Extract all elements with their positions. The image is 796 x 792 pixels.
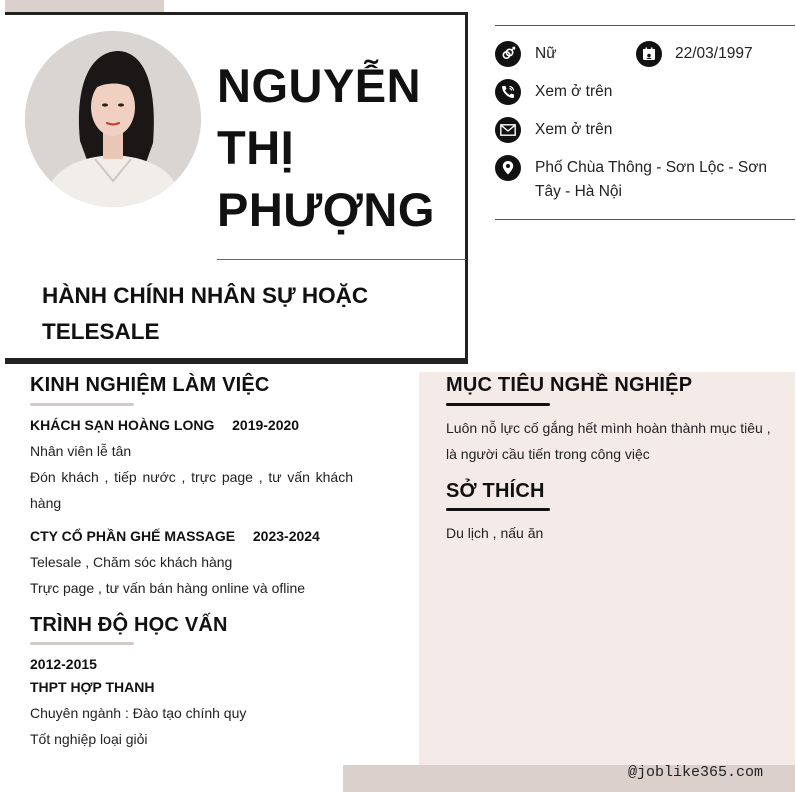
job-title [42,278,452,350]
job-title-line-2: TELESALE [42,319,160,344]
job-2-line-2: Trực page , tư vấn bán hàng online và ofline [30,580,306,596]
hobbies-title: SỞ THÍCH [446,480,545,502]
gender-value: Nữ [535,45,557,62]
objective-title: MỤC TIÊU NGHỀ NGHIỆP [446,374,693,396]
education-school: THPT HỢP THANH [30,679,155,695]
gender-icon [495,41,521,67]
job-1-heading [30,417,299,433]
objective-line-2: là người cầu tiến trong công việc [446,446,650,462]
name-divider [217,259,466,260]
header-card-bottom-border [5,358,468,361]
name-line-3: PHƯỢNG [217,183,435,236]
job-2-period: 2023-2024 [252,528,320,544]
objective-underline [446,403,550,406]
location-icon [495,155,521,181]
job-2-heading [30,528,320,544]
footer-watermark: @joblike365.com [628,764,764,781]
email-icon [495,117,521,143]
avatar-photo [25,31,201,207]
education-period: 2012-2015 [30,656,97,672]
email-value: Xem ở trên [535,121,613,138]
name-line-2: THỊ [217,121,295,174]
info-bottom-divider [495,219,795,220]
info-top-divider [495,25,795,26]
job-1-line-3: hàng [30,495,62,511]
experience-underline [30,403,134,406]
phone-icon [495,79,521,105]
job-2-company: CTY CỔ PHẦN GHẾ MASSAGE [30,528,236,544]
address-value [535,156,785,204]
objective-text [446,415,786,467]
job-1-line-2: Đón khách , tiếp nước , trực page , tư vấn khách [30,469,353,485]
calendar-icon [636,41,662,67]
experience-title: KINH NGHIỆM LÀM VIỆC [30,374,270,396]
hobbies-text: Du lịch , nấu ăn [446,525,544,541]
job-1-line-1: Nhân viên lễ tân [30,443,132,459]
job-title-line-1: HÀNH CHÍNH NHÂN SỰ HOẶC [42,283,369,308]
job-2-details [30,549,360,601]
objective-line-1: Luôn nỗ lực cố gắng hết mình hoàn thành mục tiêu , [446,420,771,436]
address-line-2: Tây - Hà Nội [535,183,622,200]
hobbies-underline [446,508,550,511]
job-2-line-1: Telesale , Chăm sóc khách hàng [30,554,233,570]
education-line-1: Chuyên ngành : Đào tạo chính quy [30,705,247,721]
education-title: TRÌNH ĐỘ HỌC VẤN [30,614,228,636]
job-1-company: KHÁCH SẠN HOÀNG LONG [30,417,215,433]
education-underline [30,642,134,645]
education-details [30,700,360,752]
avatar [25,31,201,207]
birthday-value: 22/03/1997 [675,45,753,62]
phone-value: Xem ở trên [535,83,613,100]
full-name [217,55,457,241]
education-line-2: Tốt nghiệp loại giỏi [30,731,148,747]
name-line-1: NGUYỄN [217,59,422,112]
address-line-1: Phố Chùa Thông - Sơn Lộc - Sơn [535,159,768,176]
job-1-details [30,438,353,516]
job-1-period: 2019-2020 [232,417,300,433]
